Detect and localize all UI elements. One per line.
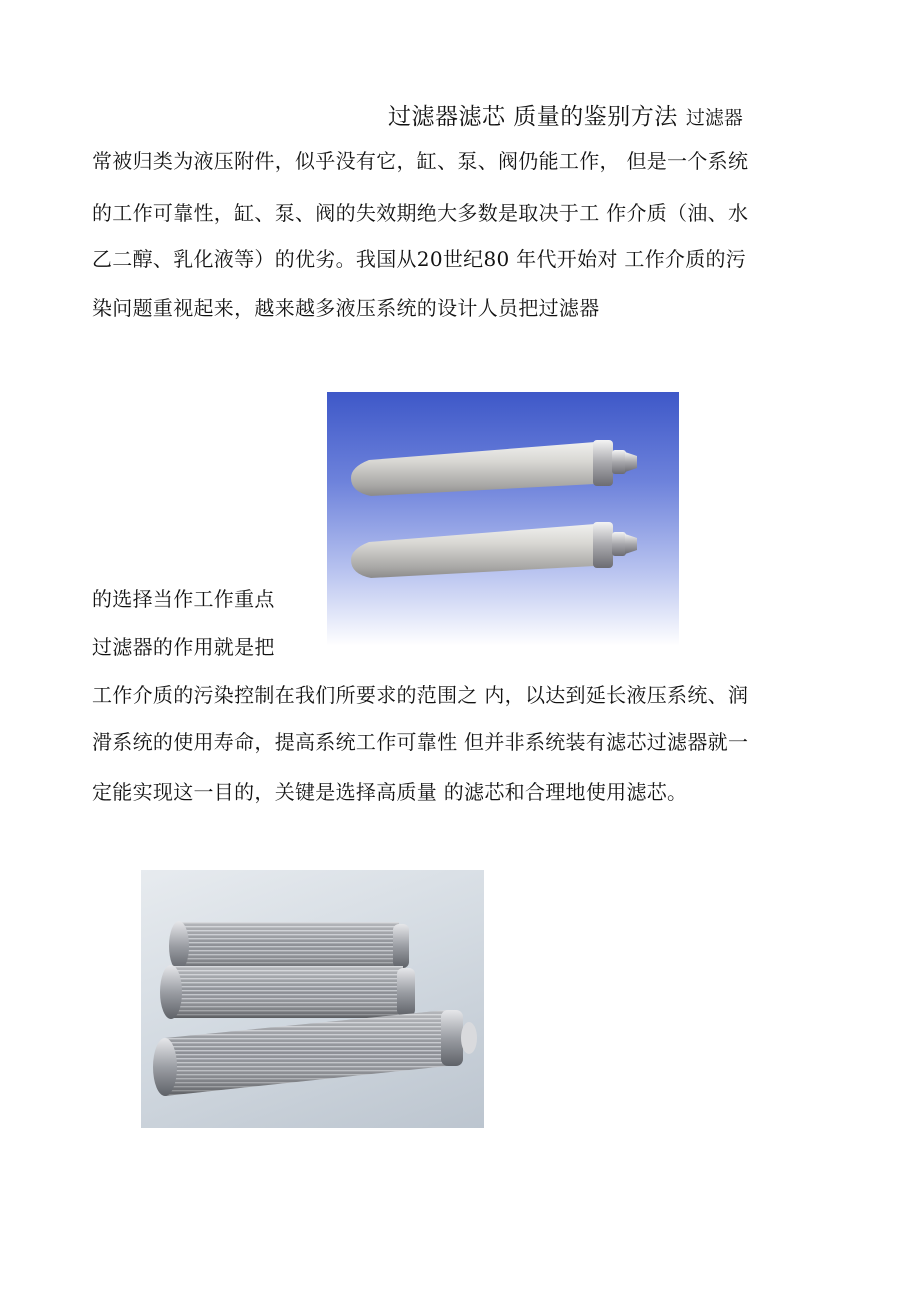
paragraph2-line-2: 滑系统的使用寿命，提高系统工作可靠性 但并非系统装有滤芯过滤器就一 [92, 730, 749, 754]
paragraph1-line-4: 染问题重视起来，越来越多液压系统的设计人员把过滤器 [92, 296, 600, 320]
document-title [388, 98, 743, 131]
paragraph1-line-2: 的工作可靠性，缸、泵、阀的失效期绝大多数是取决于工 作介质（油、水 [92, 201, 749, 225]
side-line-1: 的选择当作工作重点 [92, 587, 275, 611]
pleated-filter-photo [141, 870, 484, 1128]
paragraph2-line-1: 工作介质的污染控制在我们所要求的范围之 内，以达到延长液压系统、润 [92, 683, 749, 707]
title-tail: 过滤器 [685, 107, 743, 129]
side-line-2: 过滤器的作用就是把 [92, 635, 275, 659]
paragraph1-line-3: 乙二醇、乳化液等）的优劣。我国从20世纪80 年代开始对 工作介质的污 [92, 247, 747, 271]
title-main: 过滤器滤芯 质量的鉴别方法 [388, 104, 678, 130]
sintered-filter-illustration [327, 392, 679, 646]
sintered-filter-photo [327, 392, 679, 646]
paragraph2-line-3: 定能实现这一目的，关键是选择高质量 的滤芯和合理地使用滤芯。 [92, 780, 688, 804]
paragraph1-line-1: 常被归类为液压附件，似乎没有它，缸、泵、阀仍能工作， 但是一个系统 [92, 149, 749, 173]
pleated-filter-illustration [141, 870, 484, 1128]
